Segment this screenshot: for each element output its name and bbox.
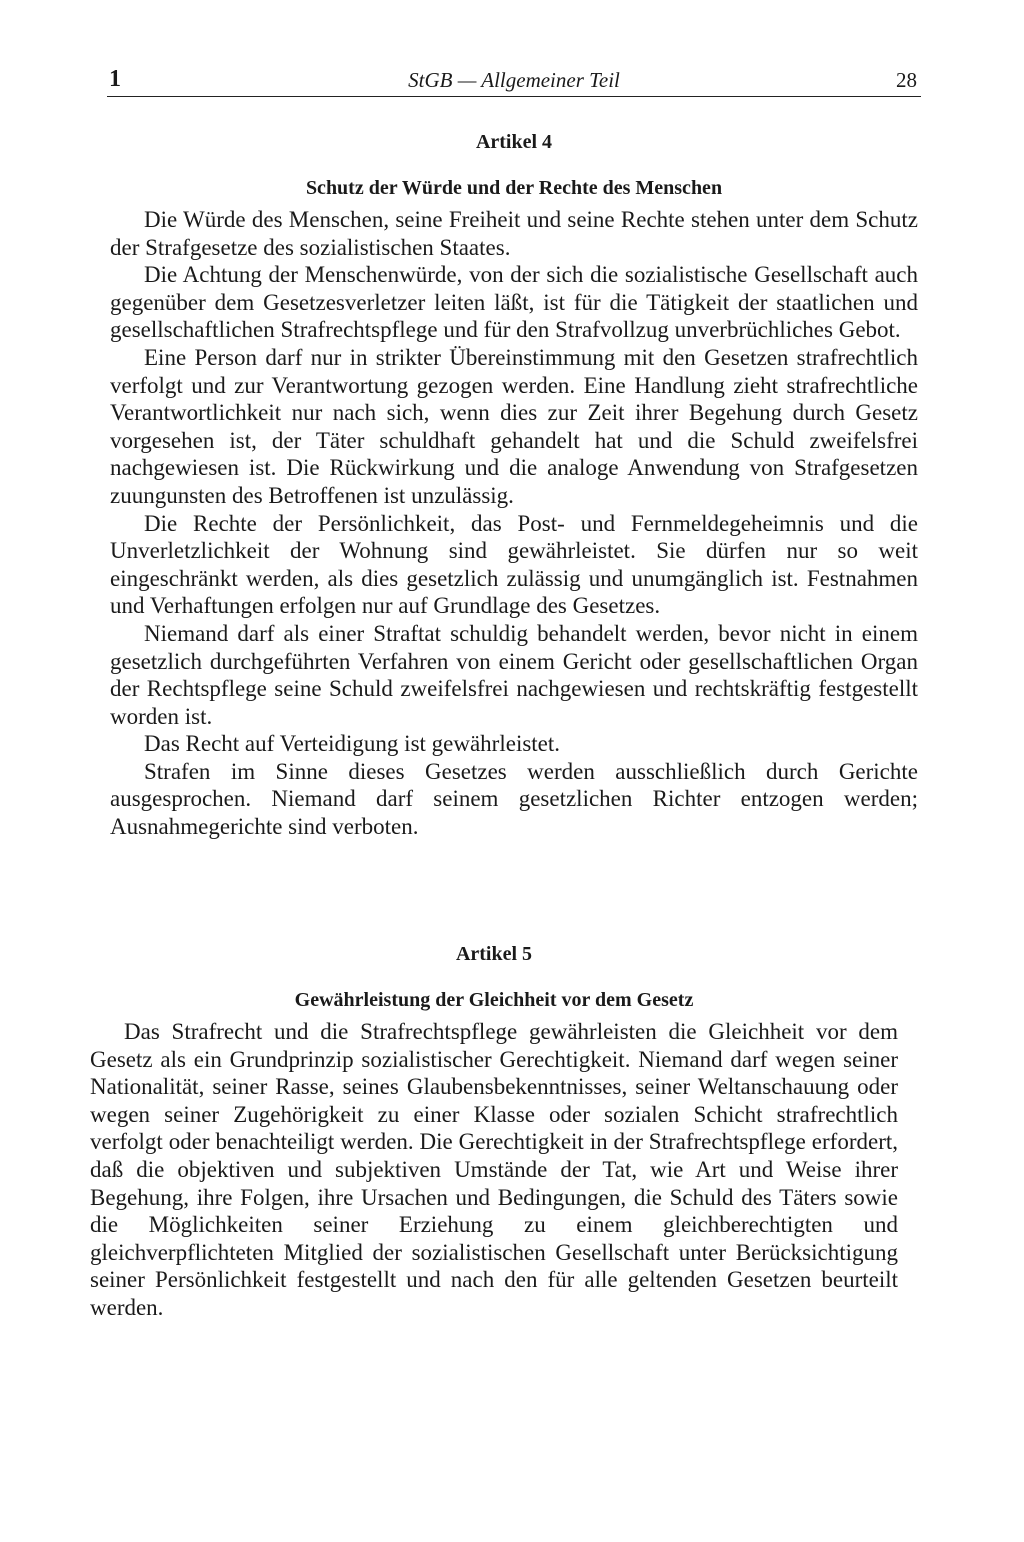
paragraph: Die Rechte der Persönlichkeit, das Post- und Fernmeldegeheimnis und die Unverletzlichkeit der Wohnung sind gewährleistet. Sie dürfen nur so weit eingeschränkt werden, als dies gesetzlich zulässig und unumgänglich ist. Festnahmen und Verhaftungen erfolgen nur auf Grundlage des Gesetzes. xyxy=(110,510,918,619)
article-4 xyxy=(110,128,918,841)
page-number: 28 xyxy=(896,68,917,92)
paragraph: Die Achtung der Menschenwürde, von der sich die sozialistische Gesellschaft auch gegenüber dem Gesetzesverletzer leiten läßt, ist für die Tätigkeit der staatlichen und gesellschaftlichen Strafrechtspflege und für den Strafvollzug unverbrüchliches Gebot. xyxy=(110,262,918,343)
running-header xyxy=(107,64,921,97)
running-title: StGB — Allgemeiner Teil xyxy=(408,68,620,92)
paragraph: Niemand darf als einer Straftat schuldig behandelt werden, bevor nicht in einem gesetzlich durchgeführten Verfahren von einem Gericht oder gesellschaftlichen Organ der Rechtspflege seine Schuld zweifelsfrei nachgewiesen und rechtskräftig festgestellt worden ist. xyxy=(110,620,918,729)
paragraph: Strafen im Sinne dieses Gesetzes werden ausschließlich durch Gerichte ausgesprochen. Niemand darf seinem gesetzlichen Richter entzogen werden; Ausnahmegerichte sind verboten. xyxy=(110,758,918,840)
chapter-number: 1 xyxy=(109,66,121,92)
article-5 xyxy=(90,940,898,1322)
article-subheading: Schutz der Würde und der Rechte des Menschen xyxy=(305,177,723,199)
paragraph: Eine Person darf nur in strikter Übereinstimmung mit den Gesetzen strafrechtlich verfolgt und zur Verantwortung gezogen werden. Eine Handlung zieht strafrechtliche Verantwortlichkeit nur nach sich, wenn dies zur Zeit ihrer Begehung durch Gesetz vorgesehen ist, der Täter schuldhaft gehandelt hat und die Schuld zweifelsfrei nachgewiesen ist. Die Rückwirkung und die analoge Anwendung von Strafgesetzen zuungunsten des Betroffenen ist unzulässig. xyxy=(110,344,918,508)
article-heading: Artikel 5 xyxy=(455,943,533,965)
paragraph: Die Würde des Menschen, seine Freiheit und seine Rechte stehen unter dem Schutz der Strafgesetze des sozialistischen Staates. xyxy=(110,207,918,260)
paragraph: Das Recht auf Verteidigung ist gewährleistet. xyxy=(144,731,561,757)
article-heading: Artikel 4 xyxy=(475,131,553,153)
paragraph: Das Strafrecht und die Strafrechtspflege gewährleisten die Gleichheit vor dem Gesetz als ein Grundprinzip sozialistischer Gerechtigkeit. Niemand darf wegen seiner Nationalität, seiner Rasse, seines Glaubensbekenntnisses, seiner Weltanschauung oder wegen seiner Zugehörigkeit zu einer Klasse oder sozialen Schicht strafrechtlich verfolgt oder benachteiligt werden. Die Gerechtigkeit in der Strafrechtspflege erfordert, daß die objektiven und subjektiven Umstände der Tat, wie Art und Weise ihrer Begehung, ihre Folgen, ihre Ursachen und Bedingungen, die Schuld des Täters sowie die Möglichkeiten seiner Erziehung zu einem gleichberechtigten und gleichverpflichteten Mitglied der sozialistischen Gesellschaft unter Berücksichtigung seiner Persönlichkeit festgestellt und nach den für alle geltenden Gesetzen beurteilt werden. xyxy=(90,1019,898,1320)
article-subheading: Gewährleistung der Gleichheit vor dem Gesetz xyxy=(294,989,694,1011)
